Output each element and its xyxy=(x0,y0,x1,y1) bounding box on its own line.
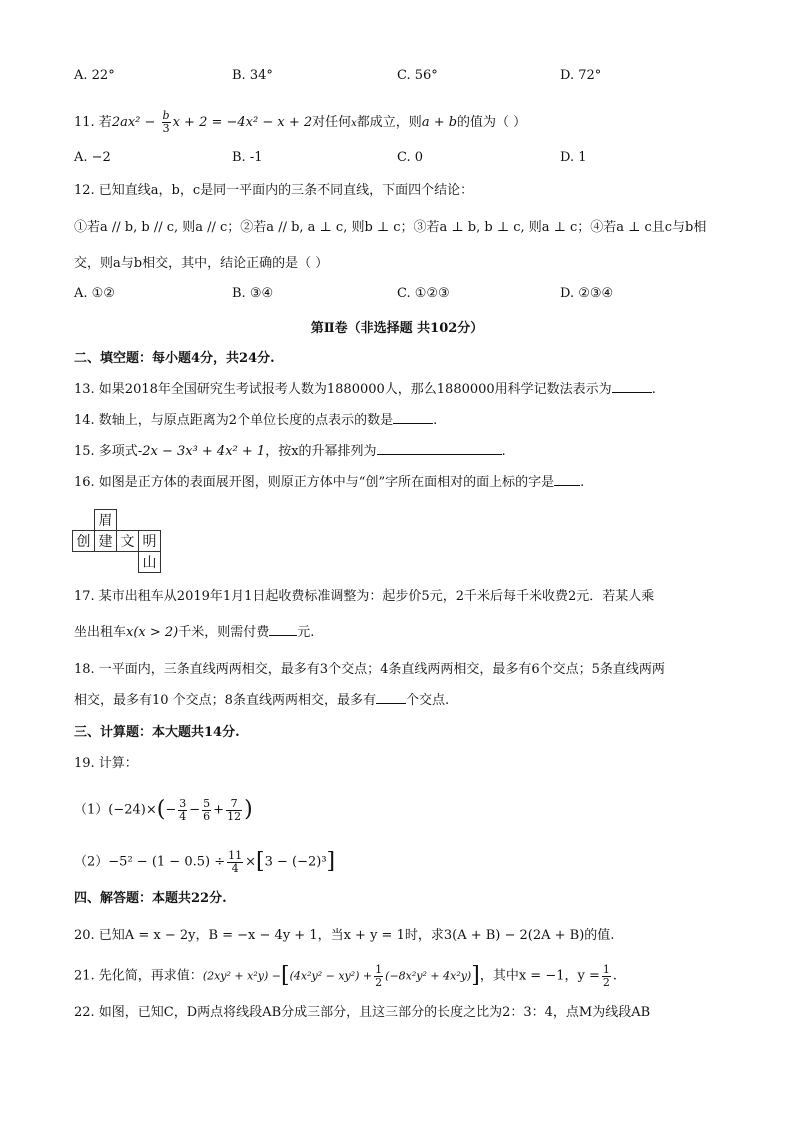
q11-number: 11. 若 xyxy=(74,115,112,130)
q12-line1: 12. 已知直线a，b，c是同一平面内的三条不同直线，下面四个结论： xyxy=(74,183,474,198)
frac-num: 11 xyxy=(228,848,243,862)
frac-num: 7 xyxy=(226,798,242,811)
option-c: C. 0 xyxy=(397,150,424,165)
net-cell: 建 xyxy=(95,531,117,552)
frac-den: 4 xyxy=(179,809,187,823)
answer-blank[interactable] xyxy=(269,623,297,636)
q15-poly: -2x − 3x³ + 4x² + 1 xyxy=(137,444,266,459)
q16-end: . xyxy=(580,475,585,490)
q14-text: 14. 数轴上，与原点距离为2个单位长度的点表示的数是 xyxy=(74,413,394,428)
q19-part2 xyxy=(74,848,335,877)
q21-text: 21. 先化简，再求值： xyxy=(74,968,203,984)
bracket-left-icon: [ xyxy=(280,963,290,988)
q17-text-a: 坐出租车 xyxy=(74,625,127,640)
q11-eq-rest: x + 2 = −4x² − x + 2 xyxy=(172,115,313,130)
answer-blank[interactable] xyxy=(612,380,652,393)
q19-p2-bracket-expr: 3 − (−2)³ xyxy=(264,854,327,870)
frac-den: 3 xyxy=(162,122,170,135)
option-a: A. 22° xyxy=(74,68,115,83)
frac-num: b xyxy=(162,109,170,122)
fraction xyxy=(227,850,243,875)
fraction xyxy=(226,798,242,823)
q15-text: 15. 多项式 xyxy=(74,444,138,459)
net-cell-bottom: 山 xyxy=(139,552,161,573)
option-d: D. 1 xyxy=(560,150,587,165)
option-c: C. ①②③ xyxy=(397,286,450,301)
paren-right-icon: ) xyxy=(244,797,253,822)
answer-blank[interactable] xyxy=(377,442,502,455)
option-d: D. ②③④ xyxy=(560,286,614,301)
paren-left-icon: ( xyxy=(156,797,166,822)
q16-text: 16. 如图是正方体的表面展开图，则原正方体中与“创”字所在面相对的面上标的字是 xyxy=(74,475,555,490)
question-13 xyxy=(74,380,656,400)
q15-mid: ，按x的升幂排列为 xyxy=(265,444,377,459)
net-cell-top: 眉 xyxy=(95,510,117,531)
q11-options xyxy=(74,150,714,170)
q11-tail1: 都成立，则 xyxy=(356,115,422,130)
question-11 xyxy=(74,110,526,135)
q21-expr1: (2xy² + x²y) − xyxy=(202,969,281,983)
frac-num: 5 xyxy=(203,796,211,810)
q18-line2 xyxy=(74,691,449,711)
q21-condition: ，其中x = −1，y = xyxy=(479,968,600,984)
option-c: C. 56° xyxy=(397,68,438,83)
q11-var: x xyxy=(351,118,357,129)
frac-num: 3 xyxy=(179,796,187,810)
q17-line1: 17. 某市出租车从2019年1月1日起收费标准调整为：起步价5元，2千米后每千米收费2元．若某人乘 xyxy=(74,589,655,604)
q19-p1-expr: (−24)× xyxy=(108,802,157,818)
q12-options xyxy=(74,286,714,306)
q19-part1: （1）(−24)×(− $\frac{3}{4}$ − $\frac{5}{6}$ + $\frac{7}{12}$ ) xyxy=(74,796,253,823)
frac-num: 1 xyxy=(602,962,610,976)
bracket-right-icon: ] xyxy=(471,963,480,988)
fraction xyxy=(178,798,187,823)
question-22: 22. 如图，已知C，D两点将线段AB分成三部分，且这三部分的长度之比为2：3：4，点M为线段AB xyxy=(74,1005,651,1020)
q21-expr3: (−8x²y² + 4x²y) xyxy=(385,969,472,983)
q11-mid: 对任何 xyxy=(312,115,352,130)
q12-line3: 交，则a与b相交，其中，结论正确的是（ ） xyxy=(74,256,329,271)
frac-num: 1 xyxy=(375,962,383,976)
q11-tail2: 的值为（ ） xyxy=(457,115,527,130)
q18-text-a: 相交，最多有10 个交点；8条直线两两相交，最多有 xyxy=(74,693,376,708)
option-b: B. ③④ xyxy=(232,286,274,301)
q11-sum: a + b xyxy=(421,115,458,130)
option-a: A. −2 xyxy=(74,150,111,165)
q12-line2: ①若a // b, b // c, 则a // c；②若a // b, a ⊥ c, 则b ⊥ c；③若a ⊥ b, b ⊥ c, 则a ⊥ c；④若a ⊥ c且c与b相 xyxy=(74,220,707,235)
q17-unit: 元. xyxy=(297,625,315,640)
net-cell: 创 xyxy=(73,531,95,552)
q21-expr2: (4x²y² − xy²) + xyxy=(289,969,373,983)
question-14 xyxy=(74,411,437,431)
frac-den: 2 xyxy=(375,975,383,989)
section2-title: 二、填空题：每小题4分，共24分. xyxy=(74,351,275,366)
frac-den: 2 xyxy=(602,975,610,989)
q10-options xyxy=(74,68,714,88)
q11-fraction xyxy=(162,110,171,135)
answer-blank[interactable] xyxy=(376,691,406,704)
q19-label: 19. 计算： xyxy=(74,756,138,771)
question-20: 20. 已知A = x − 2y，B = −x − 4y + 1，当x + y = 1时，求3(A + B) − 2(2A + B)的值. xyxy=(74,928,615,943)
q13-text: 13. 如果2018年全国研究生考试报考人数为1880000人，那么1880000用科学记数法表示为 xyxy=(74,382,612,397)
frac-den: 6 xyxy=(203,809,211,823)
q11-eq-left: 2ax² − xyxy=(111,115,160,130)
bracket-right-icon: ] xyxy=(326,849,336,874)
option-a: A. ①② xyxy=(74,286,115,301)
frac-den: 4 xyxy=(231,861,239,875)
question-16 xyxy=(74,473,584,493)
net-cell: 文 xyxy=(117,531,139,552)
q19-p2-times: × xyxy=(245,854,256,870)
option-d: D. 72° xyxy=(560,68,602,83)
q19-p1-label: （1） xyxy=(74,802,109,818)
net-cell: 明 xyxy=(139,531,161,552)
question-15 xyxy=(74,442,506,462)
answer-blank[interactable] xyxy=(393,411,433,424)
q18-text-b: 个交点. xyxy=(405,693,450,708)
q14-end: . xyxy=(433,413,438,428)
question-21 xyxy=(74,962,617,991)
q15-end: . xyxy=(501,444,506,459)
q19-p2-expr: −5² − (1 − 0.5) ÷ xyxy=(108,854,226,870)
q17-line2 xyxy=(74,623,314,643)
fraction xyxy=(374,964,383,989)
q17-expr: x(x > 2) xyxy=(126,625,179,640)
q18-line1: 18. 一平面内，三条直线两两相交，最多有3个交点；4条直线两两相交，最多有6个交点；5条直线两两 xyxy=(74,662,665,677)
section4-title: 四、解答题：本题共22分. xyxy=(74,891,227,906)
section3-title: 三、计算题：本大题共14分. xyxy=(74,725,240,740)
option-b: B. -1 xyxy=(232,150,263,165)
fraction xyxy=(602,964,611,989)
cube-net-figure xyxy=(72,509,161,573)
frac-den: 12 xyxy=(227,809,242,823)
q17-text-b: 千米，则需付费 xyxy=(178,625,270,640)
option-b: B. 34° xyxy=(232,68,273,83)
part2-title: 第Ⅱ卷（非选择题 共102分） xyxy=(310,321,484,336)
q13-end: . xyxy=(651,382,656,397)
q19-p2-label: （2） xyxy=(74,854,109,870)
bracket-left-icon: [ xyxy=(256,849,265,874)
fraction xyxy=(202,798,211,823)
answer-blank[interactable] xyxy=(554,473,580,486)
q21-end: . xyxy=(612,968,617,984)
